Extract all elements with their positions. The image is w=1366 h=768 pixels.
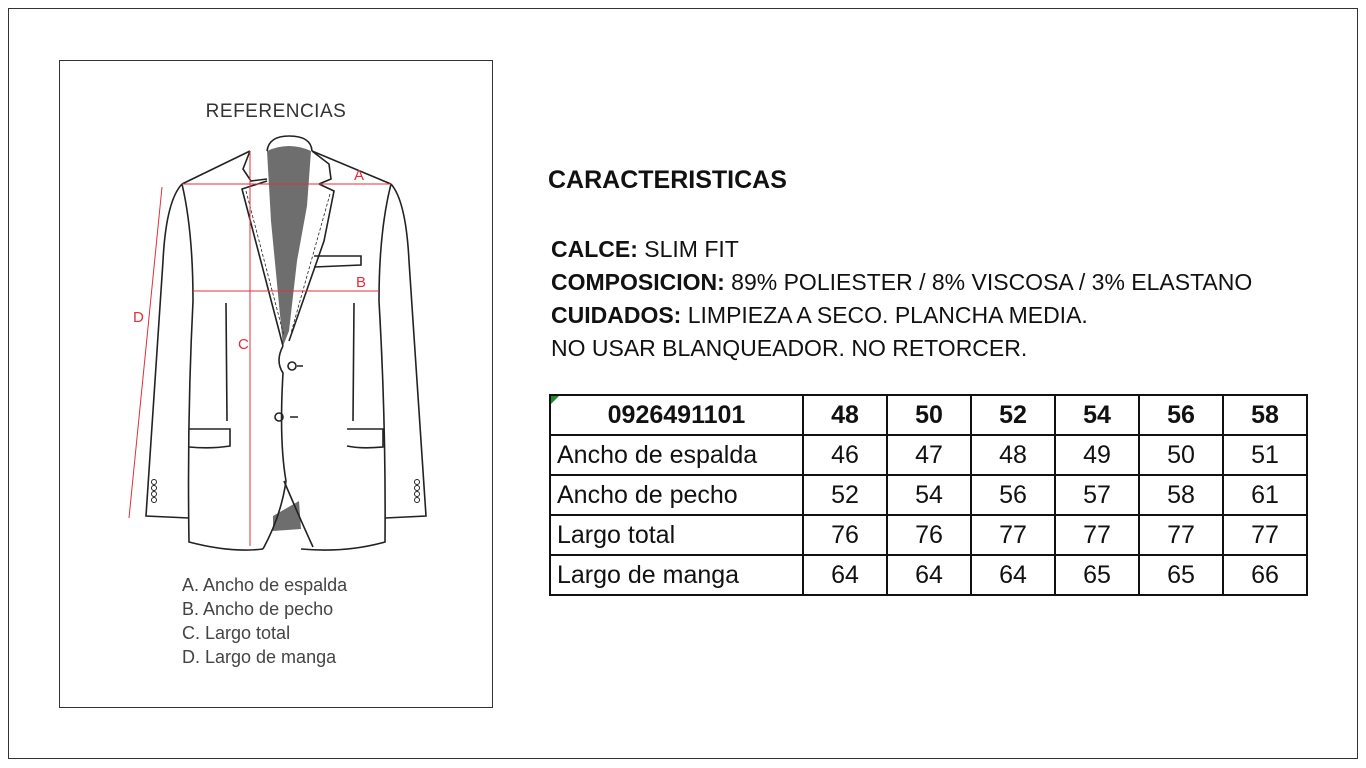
table-cell: 64 xyxy=(971,555,1055,595)
legend-item: C. Largo total xyxy=(182,623,291,643)
table-cell: 58 xyxy=(1139,475,1223,515)
table-cell: 61 xyxy=(1223,475,1307,515)
row-label: Largo total xyxy=(550,515,803,555)
references-panel xyxy=(59,60,493,708)
spec-label: CUIDADOS: xyxy=(551,302,682,328)
cell-indicator-icon xyxy=(551,396,559,404)
table-cell: 76 xyxy=(887,515,971,555)
table-cell: 54 xyxy=(887,475,971,515)
characteristics-title: CARACTERISTICAS xyxy=(548,166,787,194)
table-row xyxy=(550,435,1307,475)
legend-item: A. Ancho de espalda xyxy=(182,575,348,595)
table-row xyxy=(550,475,1307,515)
spec-value: SLIM FIT xyxy=(637,236,739,262)
size-header: 48 xyxy=(803,395,887,435)
table-cell: 47 xyxy=(887,435,971,475)
table-cell: 77 xyxy=(1055,515,1139,555)
table-cell: 76 xyxy=(803,515,887,555)
table-header-row xyxy=(550,395,1307,435)
table-cell: 52 xyxy=(803,475,887,515)
spec-label: CALCE: xyxy=(551,236,638,262)
table-cell: 46 xyxy=(803,435,887,475)
size-header: 54 xyxy=(1055,395,1139,435)
marker-b: B xyxy=(356,274,367,291)
row-label: Largo de manga xyxy=(550,555,803,595)
row-label: Ancho de espalda xyxy=(550,435,803,475)
spec-calce xyxy=(551,233,1252,266)
size-table xyxy=(549,394,1308,596)
product-code: 0926491101 xyxy=(607,400,746,429)
size-header: 52 xyxy=(971,395,1055,435)
legend-item: D. Largo de manga xyxy=(182,647,337,667)
table-cell: 77 xyxy=(971,515,1055,555)
table-cell: 51 xyxy=(1223,435,1307,475)
table-row xyxy=(550,555,1307,595)
legend-item: B. Ancho de pecho xyxy=(182,599,334,619)
size-header: 50 xyxy=(887,395,971,435)
marker-c: C xyxy=(238,336,249,353)
row-label: Ancho de pecho xyxy=(550,475,803,515)
size-header: 56 xyxy=(1139,395,1223,435)
marker-a: A xyxy=(354,167,365,184)
table-cell: 66 xyxy=(1223,555,1307,595)
table-cell: 64 xyxy=(803,555,887,595)
spec-composicion xyxy=(551,266,1252,299)
table-cell: 56 xyxy=(971,475,1055,515)
size-header: 58 xyxy=(1223,395,1307,435)
table-cell: 65 xyxy=(1139,555,1223,595)
spec-cuidados-line2: NO USAR BLANQUEADOR. NO RETORCER. xyxy=(551,335,1028,361)
product-code-cell xyxy=(550,395,803,435)
table-cell: 49 xyxy=(1055,435,1139,475)
table-cell: 77 xyxy=(1223,515,1307,555)
spec-cuidados xyxy=(551,299,1252,332)
table-cell: 65 xyxy=(1055,555,1139,595)
table-cell: 48 xyxy=(971,435,1055,475)
table-cell: 64 xyxy=(887,555,971,595)
table-row xyxy=(550,515,1307,555)
spec-label: COMPOSICION: xyxy=(551,269,725,295)
table-cell: 57 xyxy=(1055,475,1139,515)
references-title: REFERENCIAS xyxy=(205,101,347,122)
table-cell: 50 xyxy=(1139,435,1223,475)
spec-value: LIMPIEZA A SECO. PLANCHA MEDIA. xyxy=(681,302,1088,328)
table-cell: 77 xyxy=(1139,515,1223,555)
spec-value: 89% POLIESTER / 8% VISCOSA / 3% ELASTANO xyxy=(724,269,1253,295)
references-legend xyxy=(182,573,347,669)
marker-d: D xyxy=(133,309,144,326)
characteristics-specs xyxy=(551,233,1252,365)
